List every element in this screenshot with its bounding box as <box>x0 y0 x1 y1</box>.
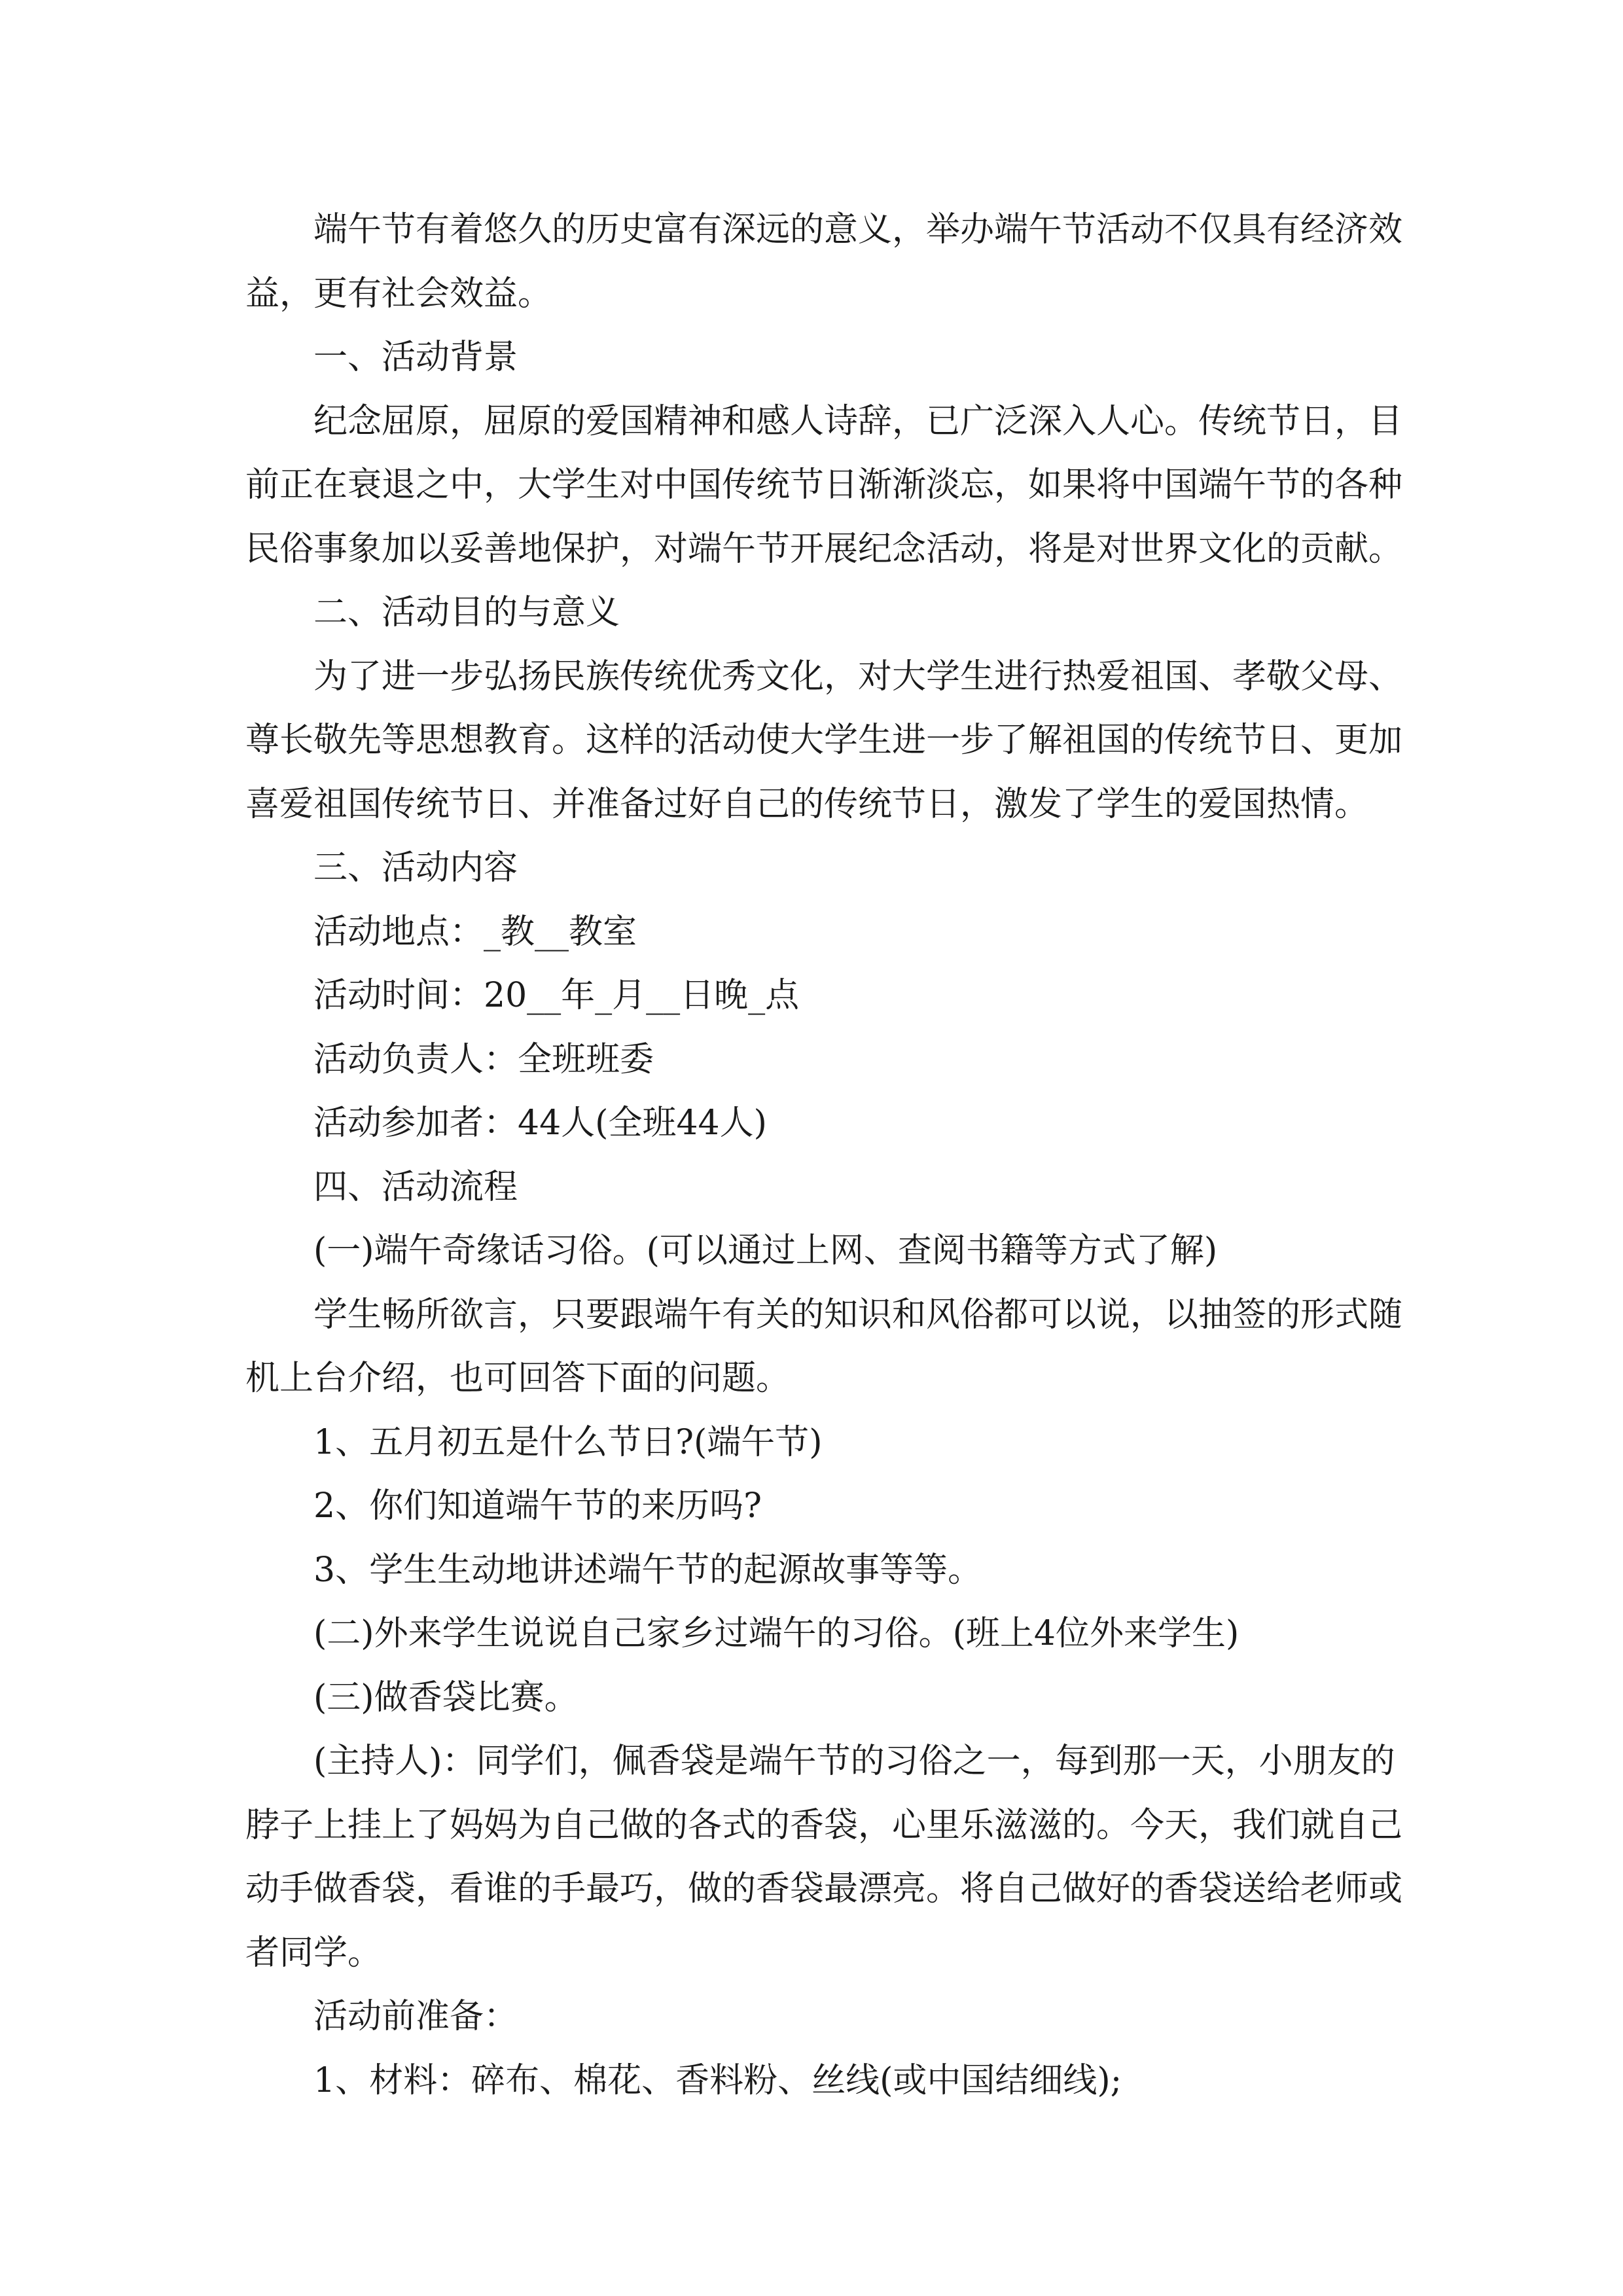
process-step-3: (三)做香袋比赛。 <box>313 1677 579 1717</box>
process-step-1: (一)端午奇缘话习俗。(可以通过上网、查阅书籍等方式了解) <box>313 1231 1218 1270</box>
section-heading-purpose: 二、活动目的与意义 <box>313 593 620 632</box>
purpose-paragraph: 为了进一步弘扬民族传统优秀文化，对大学生进行热爱祖国、孝敬父母、尊长敬先等思想教育。这样的活动使大学生进一步了解祖国的传统节日、更加喜爱祖国传统节日、并准备过好自己的传统节日，激发了学生的爱国热情。 <box>245 656 1403 824</box>
materials-item: 1、材料：碎布、棉花、香料粉、丝线(或中国结细线); <box>313 2060 1122 2100</box>
activity-participants: 活动参加者：44人(全班44人) <box>313 1103 767 1143</box>
section-heading-background: 一、活动背景 <box>313 338 518 377</box>
host-speech-paragraph: (主持人)：同学们，佩香袋是端午节的习俗之一，每到那一天，小朋友的脖子上挂上了妈妈为自己做的各式的香袋，心里乐滋滋的。今天，我们就自己动手做香袋，看谁的手最巧，做的香袋最漂亮。将自己做好的香袋送给老师或者同学。 <box>245 1742 1403 1973</box>
preparation-heading: 活动前准备： <box>313 1997 518 2036</box>
section-heading-process: 四、活动流程 <box>313 1167 518 1207</box>
activity-time: 活动时间：20__年_月__日晚_点 <box>313 976 800 1015</box>
intro-paragraph: 端午节有着悠久的历史富有深远的意义，举办端午节活动不仅具有经济效益，更有社会效益。 <box>245 210 1403 314</box>
section-heading-content: 三、活动内容 <box>313 848 518 888</box>
document-body <box>245 198 1417 2113</box>
question-1: 1、五月初五是什么节日?(端午节) <box>313 1422 823 1462</box>
activity-location: 活动地点：_教__教室 <box>313 912 637 952</box>
process-step-1-description: 学生畅所欲言，只要跟端午有关的知识和风俗都可以说，以抽签的形式随机上台介绍，也可回答下面的问题。 <box>245 1295 1403 1398</box>
background-paragraph: 纪念屈原，屈原的爱国精神和感人诗辞，已广泛深入人心。传统节日，目前正在衰退之中，大学生对中国传统节日渐渐淡忘，如果将中国端午节的各种民俗事象加以妥善地保护，对端午节开展纪念活动，将是对世界文化的贡献。 <box>245 401 1403 569</box>
activity-leader: 活动负责人：全班班委 <box>313 1039 654 1079</box>
question-3: 3、学生生动地讲述端午节的起源故事等等。 <box>313 1550 982 1590</box>
question-2: 2、你们知道端午节的来历吗? <box>313 1486 762 1526</box>
process-step-2: (二)外来学生说说自己家乡过端午的习俗。(班上4位外来学生) <box>313 1614 1240 1653</box>
